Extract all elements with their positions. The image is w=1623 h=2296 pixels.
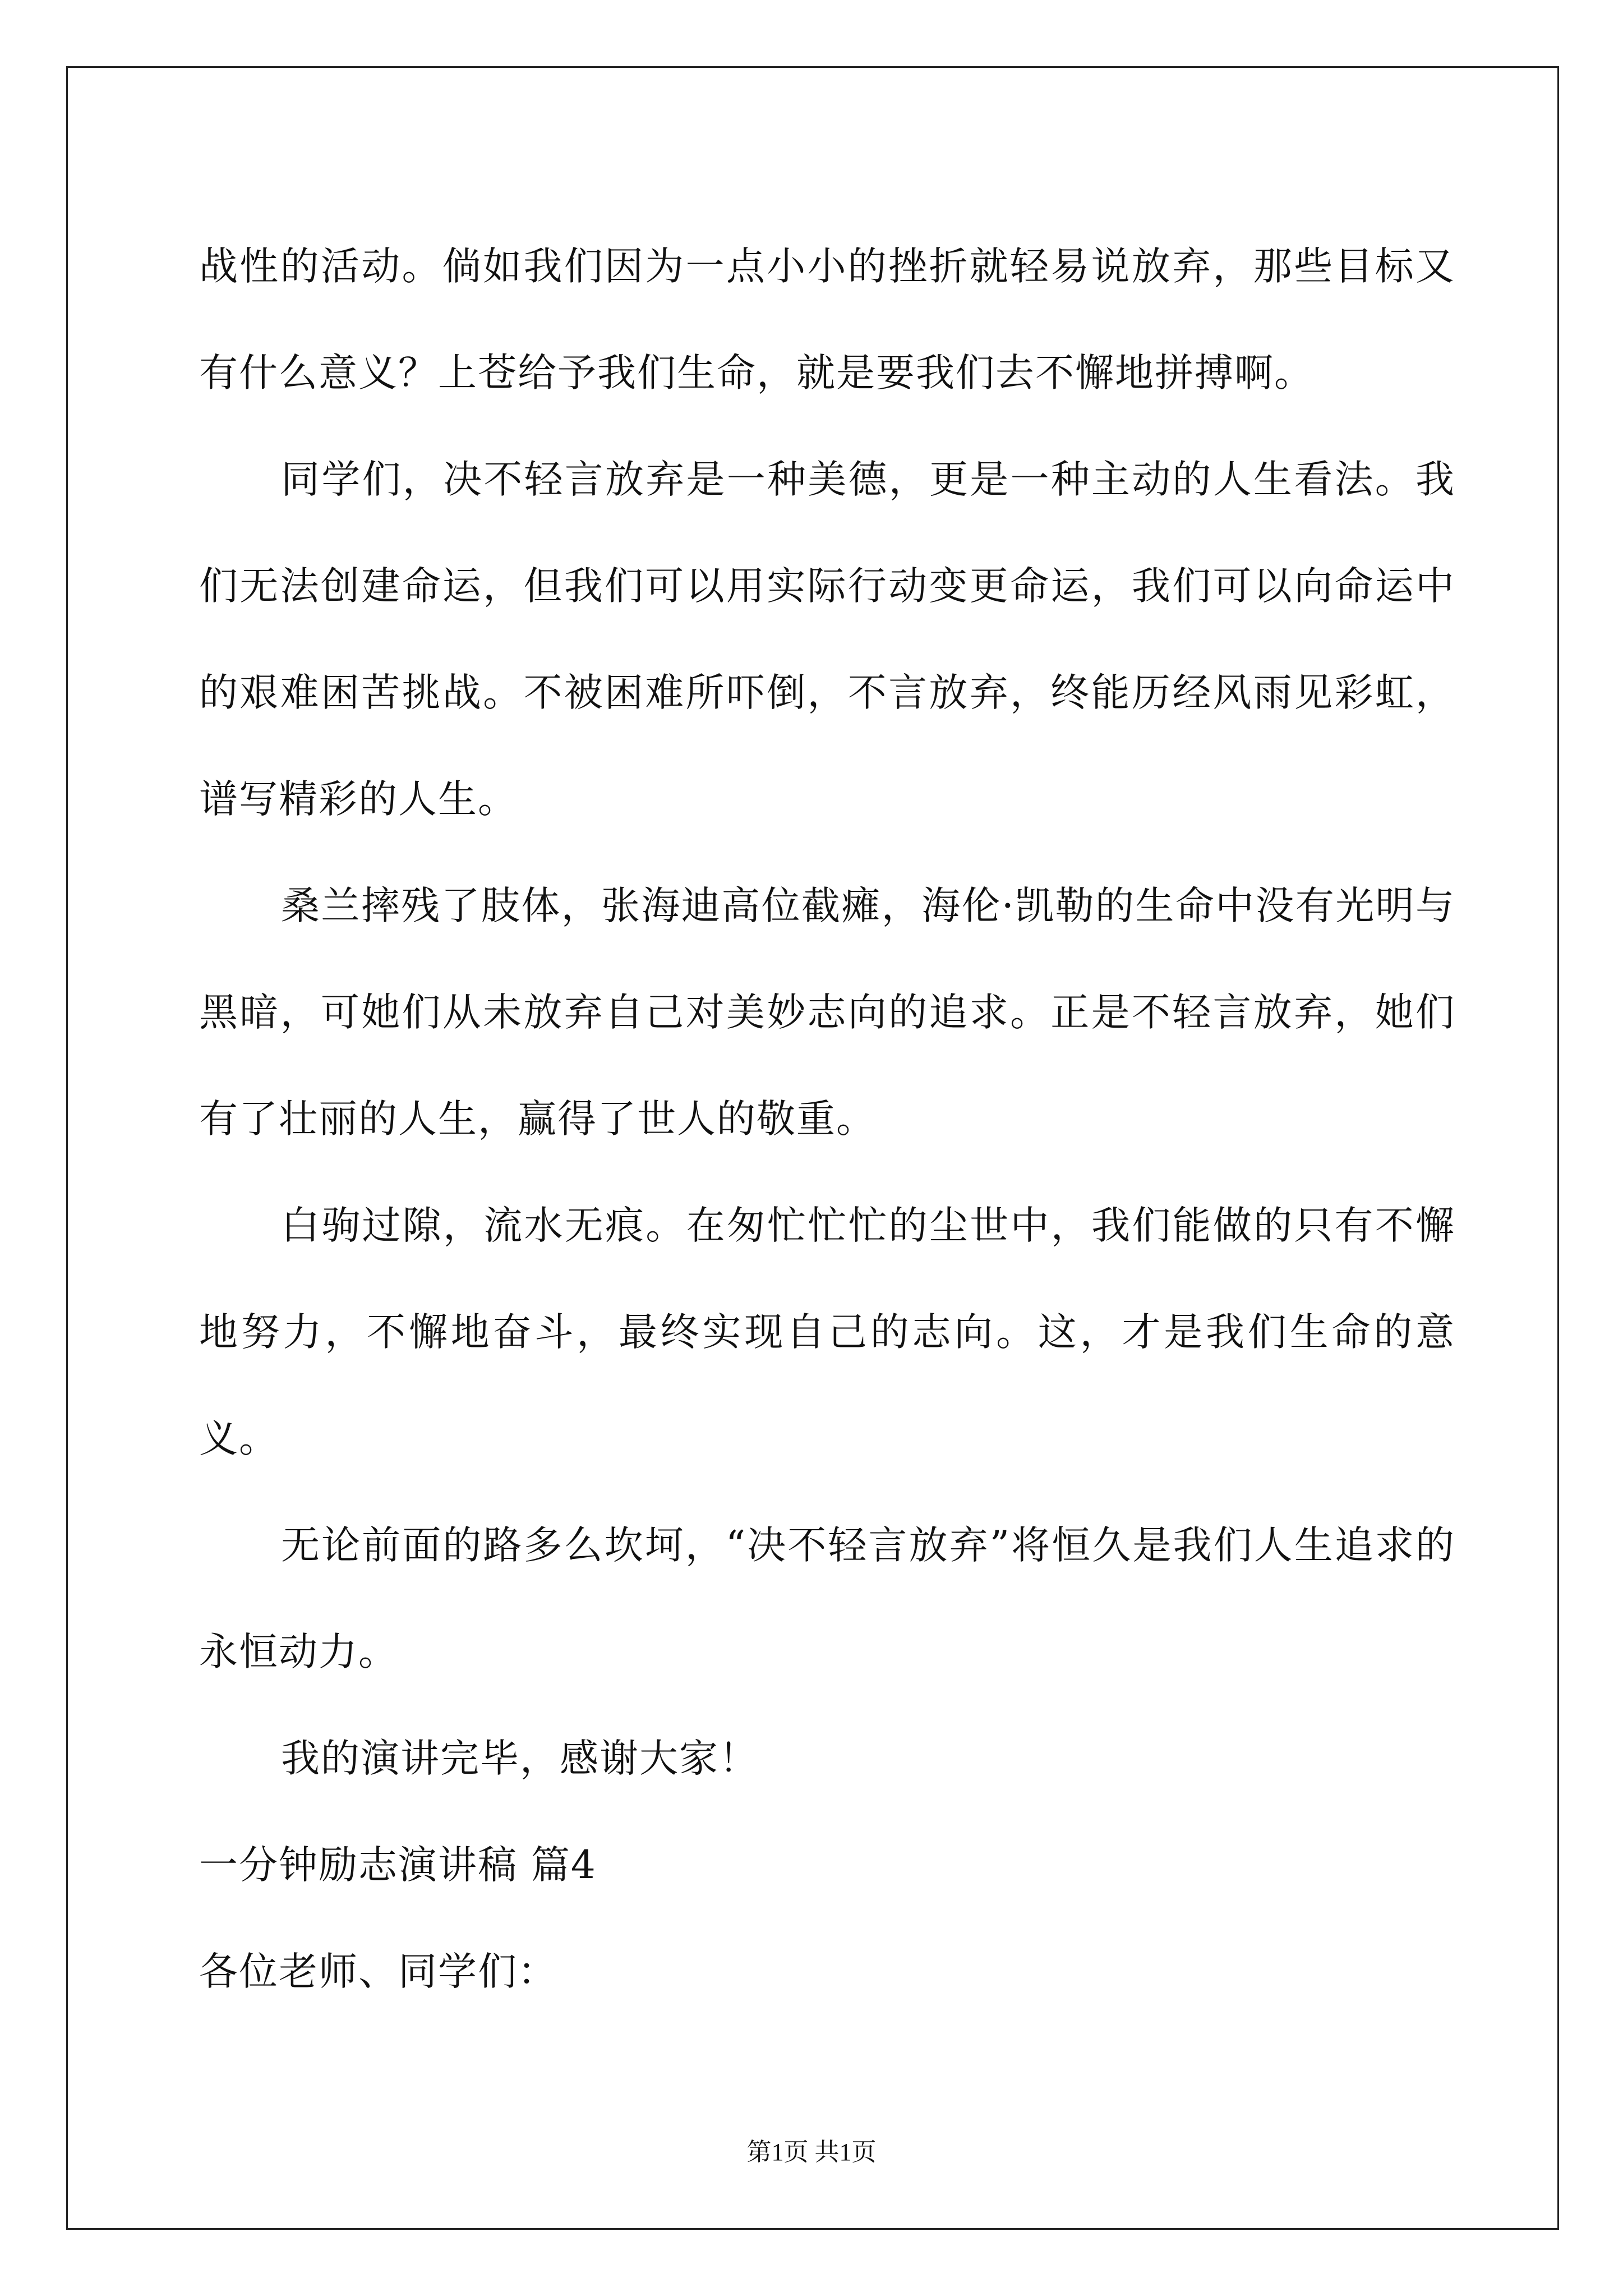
paragraph: 白驹过隙，流水无痕。在匆忙忙忙的尘世中，我们能做的只有不懈地努力，不懈地奋斗，最终实现自己的志向。这，才是我们生命的意义。 bbox=[199, 1203, 1455, 1461]
page-number: 第1页 共1页 bbox=[746, 2138, 877, 2166]
section-heading: 一分钟励志演讲稿 篇4 bbox=[199, 1843, 597, 1888]
paragraph-continuation: 战性的活动。倘如我们因为一点小小的挫折就轻易说放弃，那些目标又有什么意义？上苍给予我们生命，就是要我们去不懈地拼搏啊。 bbox=[199, 244, 1455, 395]
paragraph: 桑兰摔残了肢体，张海迪高位截瘫，海伦·凯勒的生命中没有光明与黑暗，可她们从未放弃自己对美妙志向的追求。正是不轻言放弃，她们有了壮丽的人生，赢得了世人的敬重。 bbox=[199, 884, 1455, 1142]
paragraph: 无论前面的路多么坎坷，“决不轻言放弃”将恒久是我们人生追求的永恒动力。 bbox=[199, 1523, 1455, 1674]
document-body bbox=[199, 213, 1455, 2025]
salutation: 各位老师、同学们： bbox=[199, 1949, 557, 1994]
paragraph: 同学们，决不轻言放弃是一种美德，更是一种主动的人生看法。我们无法创建命运，但我们可以用实际行动变更命运，我们可以向命运中的艰难困苦挑战。不被困难所吓倒，不言放弃，终能历经风雨见彩虹，谱写精彩的人生。 bbox=[199, 457, 1455, 822]
paragraph-closing: 我的演讲完毕，感谢大家！ bbox=[281, 1736, 759, 1781]
